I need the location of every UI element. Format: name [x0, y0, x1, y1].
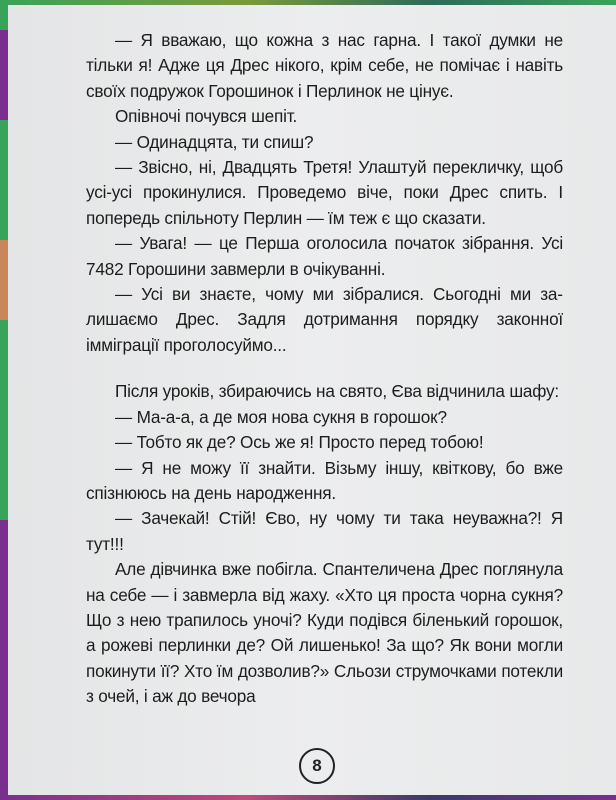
page-number: 8 [299, 748, 335, 784]
paragraph: — Зачекай! Стій! Єво, ну чому ти така неуважна?! Я тут!!! [86, 508, 563, 554]
paragraph: — Звісно, ні, Двадцять Третя! Улаштуй перекличку, щоб усі-усі прокинулися. Проведемо віче, поки Дрес спить. І попередь спільноту Перлин — їм теж є що сказати. [86, 157, 563, 228]
page-text [86, 28, 563, 710]
book-cover-edge-left [0, 0, 8, 800]
paragraph: Опівночі почувся шепіт. [115, 106, 298, 127]
paragraph: — Одинадцята, ти спиш? [115, 131, 314, 152]
paragraph: Але дівчинка вже побігла. Спантеличена Дрес поглянула на себе — і завмерла від жаху. «Хто ця проста чорна сукня? Що з нею трапилось уночі? Куди подівся біленький горошок, а рожеві перлинки де? Ой лишенько! За що? Як вони могли покинути її? Хто їм дозволив?» Сльози струмочками потекли з очей, і аж до вечора [86, 559, 563, 707]
book-cover-edge-bottom [0, 795, 616, 800]
section-break [86, 358, 563, 379]
paragraph: Після уроків, збираючись на свято, Єва відчинила шафу: [115, 381, 559, 402]
paragraph: — Я не можу її знайти. Візьму іншу, квіткову, бо вже спізнююсь на день народження. [86, 457, 563, 503]
paragraph: — Я вважаю, що кожна з нас гарна. І такої думки не тільки я! Адже ця Дрес нікого, крім себе, не помічає і навіть своїх подружок Горошинок і Перлинок не цінує. [86, 30, 563, 101]
paragraph: — Увага! — це Перша оголосила початок зібрання. Усі 7482 Горошини завмерли в очікуванні. [86, 233, 563, 279]
paragraph: — Ма-а-а, а де моя нова сукня в горошок? [115, 406, 447, 427]
paragraph: — Тобто як де? Ось же я! Просто перед тобою! [115, 432, 484, 453]
paragraph: — Усі ви знаєте, чому ми зібралися. Сьогодні ми залишаємо Дрес. Задля дотримання порядку законної імміграції проголосуймо... [86, 284, 563, 355]
